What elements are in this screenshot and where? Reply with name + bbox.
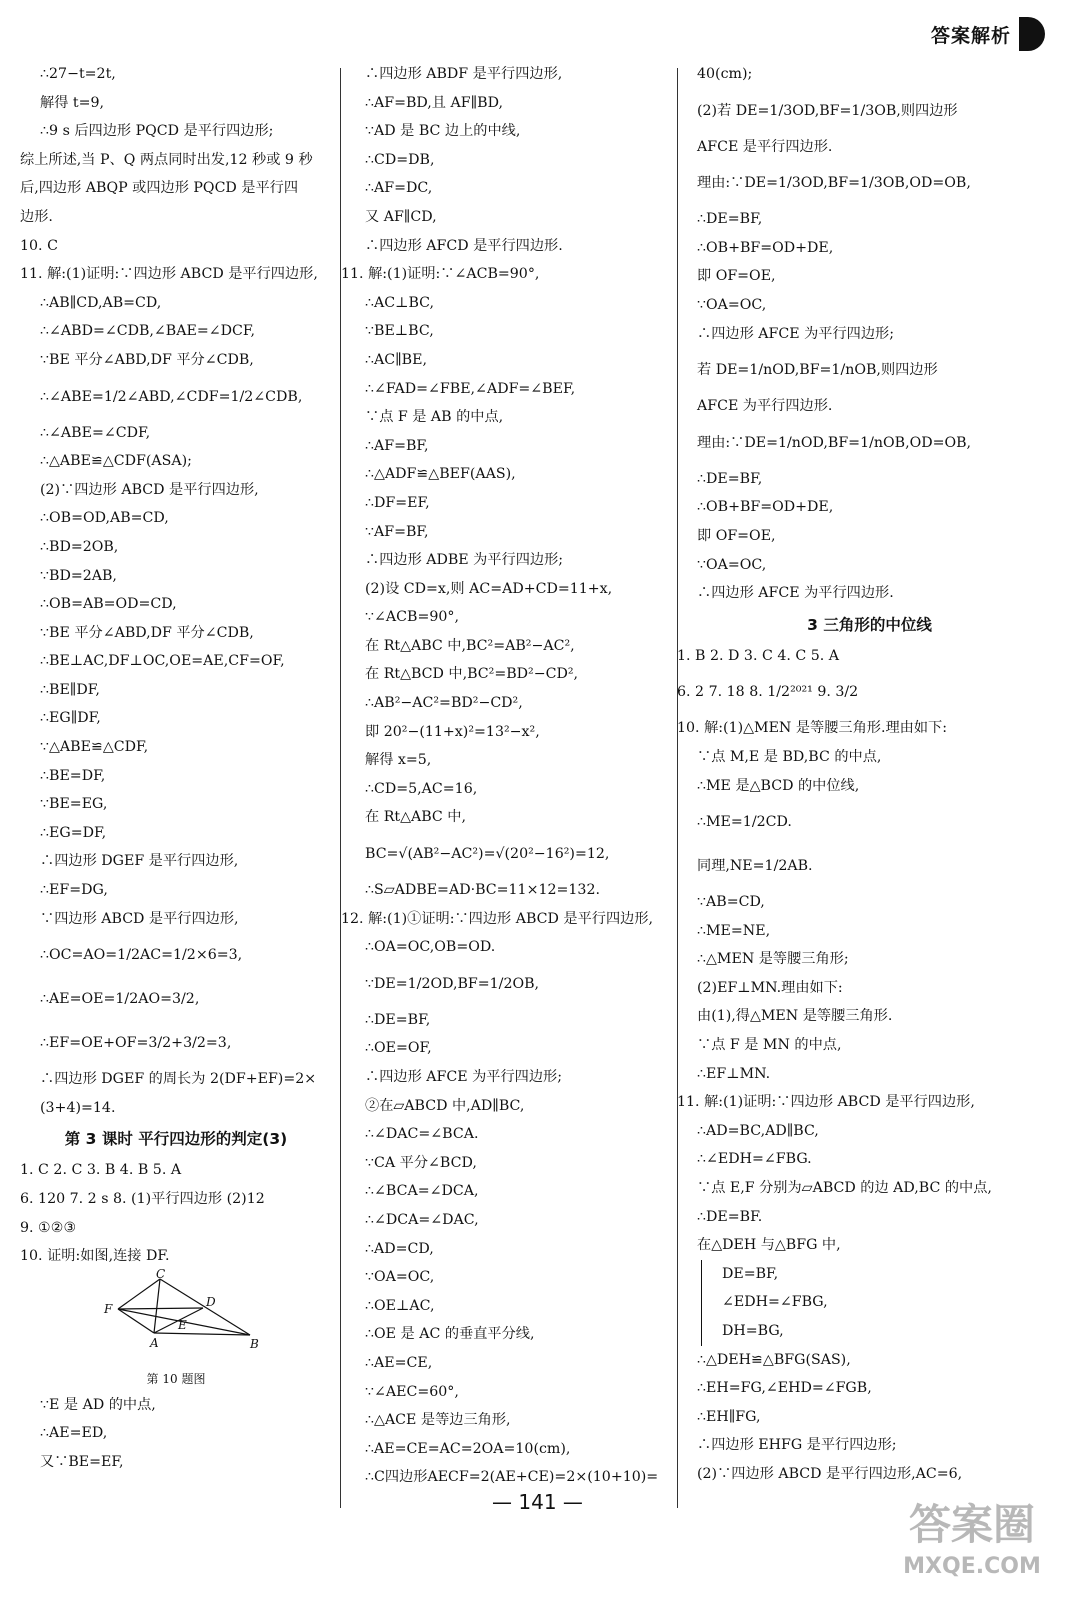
- text-line: (2)若 DE=1/3OD,BF=1/3OB,则四边形: [697, 102, 958, 119]
- page-number: — 141 —: [492, 1490, 583, 1514]
- answer-row: 9. ①②③: [20, 1219, 77, 1236]
- text-line: ∵∠ACB=90°,: [365, 609, 459, 626]
- text-line: ∴CD=5,AC=16,: [365, 780, 478, 797]
- quadrilateral-diagram: [100, 1266, 270, 1367]
- text-line: (2)设 CD=x,则 AC=AD+CD=11+x,: [365, 580, 613, 597]
- text-line: 同理,NE=1/2AB.: [697, 858, 813, 875]
- text-line: ∵OA=OC,: [697, 556, 767, 573]
- answer-row: 1. B 2. D 3. C 4. C 5. A: [677, 647, 840, 664]
- text-line: 40(cm);: [697, 66, 753, 82]
- geometry-figure: [20, 1266, 332, 1367]
- answer-row: 1. C 2. C 3. B 4. B 5. A: [20, 1162, 182, 1179]
- text-line: BC=√(AB²−AC²)=√(20²−16²)=12,: [365, 846, 610, 863]
- text-line: ∴DE=BF,: [697, 211, 763, 228]
- figure-caption: 第 10 题图: [146, 1371, 206, 1386]
- point-label-f: F: [104, 1301, 113, 1316]
- text-line: 在 Rt△BCD 中,BC²=BD²−CD²,: [365, 666, 579, 683]
- watermark-logo: [887, 1498, 1057, 1594]
- text-line: ∵AF=BF,: [365, 523, 429, 540]
- text-line: 即 OF=OE,: [697, 527, 776, 544]
- text-line: ∴ME 是△BCD 的中位线,: [697, 777, 860, 794]
- text-line: ∴AB²−AC²=BD²−CD²,: [365, 695, 523, 712]
- text-line: ②在▱ABCD 中,AD∥BC,: [365, 1097, 525, 1114]
- text-line: 若 DE=1/nOD,BF=1/nOB,则四边形: [697, 362, 938, 379]
- text-line: 解得 t=9,: [40, 94, 105, 111]
- text-line: ∴∠FAD=∠FBE,∠ADF=∠BEF,: [365, 380, 576, 397]
- text-line: 综上所述,当 P、Q 两点同时出发,12 秒或 9 秒: [20, 151, 313, 168]
- text-line: ∴四边形 ADBE 为平行四边形;: [365, 552, 564, 569]
- text-line: ∴∠EDH=∠FBG.: [697, 1151, 812, 1168]
- text-line: ∵AB=CD,: [697, 894, 765, 911]
- text-line: ∴AE=ED,: [40, 1425, 108, 1442]
- text-line: ∴∠DAC=∠BCA.: [365, 1126, 479, 1143]
- header-title: 答案解析: [930, 24, 1011, 47]
- question-number: 11. 解:(1)证明:∵∠ACB=90°,: [341, 266, 540, 283]
- text-line: ∵E 是 AD 的中点,: [40, 1396, 156, 1413]
- point-label-e: E: [178, 1317, 187, 1332]
- text-line: ∴9 s 后四边形 PQCD 是平行四边形;: [40, 123, 274, 140]
- text-line: ∴∠ABE=∠CDF,: [40, 424, 151, 441]
- text-line: ∴四边形 AFCD 是平行四边形.: [365, 237, 563, 254]
- text-line: ∵BE 平分∠ABD,DF 平分∠CDB,: [40, 351, 254, 368]
- text-line: ∴四边形 DGEF 的周长为 2(DF+EF)=2×: [40, 1071, 317, 1088]
- text-line: ∴AF=BD,且 AF∥BD,: [365, 94, 503, 111]
- text-line: ∵CA 平分∠BCD,: [365, 1154, 477, 1171]
- text-line: ∴OC=AO=1/2AC=1/2×6=3,: [40, 947, 243, 964]
- header-tab-marker: [1019, 17, 1045, 51]
- answer-column-3: [677, 60, 1042, 1510]
- section-title: 第 3 课时 平行四边形的判定(3): [64, 1130, 288, 1149]
- text-line: ∵∠AEC=60°,: [365, 1383, 459, 1400]
- text-line: 又 AF∥CD,: [365, 208, 437, 225]
- point-label-c: C: [156, 1266, 166, 1281]
- text-line: ∴AE=CE=AC=2OA=10(cm),: [365, 1440, 571, 1457]
- text-line: ∴BE=DF,: [40, 767, 106, 784]
- question-number: 10. 证明:如图,连接 DF.: [20, 1248, 170, 1265]
- text-line: ∴EG=DF,: [40, 824, 107, 841]
- text-line: 即 OF=OE,: [697, 268, 776, 285]
- text-line: ∴27−t=2t,: [40, 66, 116, 82]
- text-line: ∵AD 是 BC 边上的中线,: [365, 123, 521, 140]
- text-line: ∴OA=OC,OB=OD.: [365, 939, 496, 956]
- text-line: 理由:∵DE=1/3OD,BF=1/3OB,OD=OB,: [697, 175, 971, 192]
- text-line: ∵点 F 是 MN 的中点,: [697, 1037, 842, 1054]
- text-line: ∴OE⊥AC,: [365, 1297, 435, 1314]
- text-line: ∴DF=EF,: [365, 494, 430, 511]
- text-line: ∴AB∥CD,AB=CD,: [40, 294, 162, 311]
- text-line: ∴AE=CE,: [365, 1354, 433, 1371]
- text-line: 边形.: [20, 208, 53, 225]
- text-line: 由(1),得△MEN 是等腰三角形.: [697, 1008, 893, 1025]
- text-line: ∴DE=BF,: [697, 470, 763, 487]
- text-line: ∴ME=NE,: [697, 922, 771, 939]
- question-number: 11. 解:(1)证明:∵四边形 ABCD 是平行四边形,: [677, 1094, 975, 1111]
- text-line: ∴△ACE 是等边三角形,: [365, 1412, 511, 1429]
- text-line: ∴AE=OE=1/2AO=3/2,: [40, 991, 200, 1008]
- text-line: ∴OE 是 AC 的垂直平分线,: [365, 1326, 535, 1343]
- text-line: ∴AF=BF,: [365, 437, 429, 454]
- text-line: (2)∵四边形 ABCD 是平行四边形,: [40, 481, 259, 498]
- point-label-a: A: [150, 1335, 159, 1350]
- text-line: ∴DE=BF.: [697, 1208, 763, 1225]
- text-line: ∴四边形 DGEF 是平行四边形,: [40, 853, 239, 870]
- text-line: ∵OA=OC,: [365, 1269, 435, 1286]
- answer-row: 6. 120 7. 2 s 8. (1)平行四边形 (2)12: [20, 1191, 265, 1207]
- page-header: [931, 14, 1045, 54]
- question-number: 10. C: [20, 237, 58, 254]
- text-line: 在 Rt△ABC 中,BC²=AB²−AC²,: [365, 637, 575, 654]
- text-line: 解得 x=5,: [365, 752, 432, 769]
- question-number: 11. 解:(1)证明:∵四边形 ABCD 是平行四边形,: [20, 266, 318, 283]
- text-line: 理由:∵DE=1/nOD,BF=1/nOB,OD=OB,: [697, 434, 972, 451]
- answer-row: 6. 2 7. 18 8. 1/2²⁰²¹ 9. 3/2: [677, 684, 859, 701]
- text-line: ∵点 F 是 AB 的中点,: [365, 409, 504, 426]
- text-line: ∴△MEN 是等腰三角形;: [697, 951, 849, 968]
- point-label-d: D: [206, 1294, 216, 1309]
- watermark-text: 答案圈: [908, 1500, 1035, 1549]
- text-line: ∵BE⊥BC,: [365, 323, 434, 340]
- text-line: ∴BE⊥AC,DF⊥OC,OE=AE,CF=OF,: [40, 653, 285, 670]
- text-line: ∴BE∥DF,: [40, 681, 100, 698]
- text-line: ∵DE=1/2OD,BF=1/2OB,: [365, 975, 540, 992]
- section-title: 3 三角形的中位线: [807, 615, 932, 634]
- text-line: ∴△ADF≌△BEF(AAS),: [365, 466, 516, 483]
- text-line: ∴∠ABD=∠CDB,∠BAE=∠DCF,: [40, 323, 255, 340]
- text-line: ∵OA=OC,: [697, 296, 767, 313]
- text-line: ∴OB+BF=OD+DE,: [697, 239, 834, 256]
- text-line: ∴∠BCA=∠DCA,: [365, 1183, 479, 1200]
- text-line: ∴∠ABE=1/2∠ABD,∠CDF=1/2∠CDB,: [40, 388, 303, 405]
- text-line: ∴OE=OF,: [365, 1040, 432, 1057]
- text-line: ∴AF=DC,: [365, 180, 433, 197]
- text-line: (3+4)=14.: [40, 1099, 116, 1116]
- text-line: ∴EG∥DF,: [40, 710, 101, 727]
- text-line: ∵BE 平分∠ABD,DF 平分∠CDB,: [40, 624, 254, 641]
- text-line: ∴△DEH≌△BFG(SAS),: [697, 1351, 851, 1368]
- brace-line: DE=BF,: [701, 1260, 1042, 1289]
- text-line: ∴EF=DG,: [40, 882, 108, 899]
- text-line: ∴OB+BF=OD+DE,: [697, 499, 834, 516]
- text-line: AFCE 是平行四边形.: [697, 138, 833, 155]
- text-line: ∴OB=AB=OD=CD,: [40, 596, 177, 613]
- text-line: ∵△ABE≌△CDF,: [40, 739, 149, 756]
- text-line: AFCE 为平行四边形.: [697, 398, 833, 415]
- text-line: ∴AD=BC,AD∥BC,: [697, 1122, 819, 1139]
- text-line: ∵四边形 ABCD 是平行四边形,: [40, 910, 239, 927]
- text-line: 在 Rt△ABC 中,: [365, 809, 466, 826]
- text-line: ∴四边形 AFCE 为平行四边形;: [365, 1069, 562, 1085]
- point-label-b: B: [250, 1336, 259, 1351]
- text-line: ∵BD=2AB,: [40, 567, 117, 584]
- text-line: ∴ME=1/2CD.: [697, 814, 792, 831]
- text-line: ∴S▱ADBE=AD·BC=11×12=132.: [365, 882, 600, 899]
- brace-line: DH=BG,: [701, 1317, 1042, 1346]
- text-line: ∴OB=OD,AB=CD,: [40, 510, 169, 527]
- question-number: 10. 解:(1)△MEN 是等腰三角形.理由如下:: [677, 720, 948, 737]
- question-number: 12. 解:(1)①证明:∵四边形 ABCD 是平行四边形,: [341, 910, 654, 927]
- text-line: ∴BD=2OB,: [40, 538, 119, 555]
- answer-column-1: [20, 60, 332, 1510]
- brace-line: ∠EDH=∠FBG,: [701, 1288, 1042, 1317]
- text-line: ∴EH=FG,∠EHD=∠FGB,: [697, 1380, 872, 1397]
- watermark-url: MXQE.COM: [903, 1554, 1041, 1579]
- answer-column-2: [341, 60, 663, 1510]
- text-line: ∵点 M,E 是 BD,BC 的中点,: [697, 748, 882, 765]
- text-line: ∴∠DCA=∠DAC,: [365, 1211, 479, 1228]
- text-line: ∴AC⊥BC,: [365, 294, 435, 311]
- text-line: ∴EH∥FG,: [697, 1408, 761, 1425]
- text-line: ∴CD=DB,: [365, 151, 435, 168]
- text-line: ∴AC∥BE,: [365, 351, 427, 368]
- text-line: ∴△ABE≌△CDF(ASA);: [40, 453, 192, 470]
- text-line: ∵点 E,F 分别为▱ABCD 的边 AD,BC 的中点,: [697, 1180, 992, 1197]
- text-line: ∴四边形 EHFG 是平行四边形;: [697, 1437, 897, 1454]
- text-line: ∴EF=OE+OF=3/2+3/2=3,: [40, 1035, 232, 1052]
- text-line: (2)∵四边形 ABCD 是平行四边形,AC=6,: [697, 1465, 963, 1482]
- text-line: ∴四边形 AFCE 为平行四边形.: [697, 585, 894, 602]
- text-line: 后,四边形 ABQP 或四边形 PQCD 是平行四: [20, 180, 299, 197]
- text-line: ∴四边形 ABDF 是平行四边形,: [365, 66, 563, 82]
- text-line: (2)EF⊥MN.理由如下:: [697, 979, 843, 996]
- column-divider-right: [677, 68, 678, 1508]
- text-line: 即 20²−(11+x)²=13²−x²,: [365, 723, 540, 740]
- text-line: ∴四边形 AFCE 为平行四边形;: [697, 325, 894, 342]
- text-line: ∴C四边形AECF=2(AE+CE)=2×(10+10)=: [365, 1469, 659, 1486]
- text-line: ∴AD=CD,: [365, 1240, 434, 1257]
- text-line: ∴EF⊥MN.: [697, 1065, 771, 1082]
- text-line: 在△DEH 与△BFG 中,: [697, 1237, 841, 1254]
- text-line: ∴DE=BF,: [365, 1011, 431, 1028]
- text-line: 又∵BE=EF,: [40, 1453, 124, 1470]
- text-line: ∵BE=EG,: [40, 796, 108, 813]
